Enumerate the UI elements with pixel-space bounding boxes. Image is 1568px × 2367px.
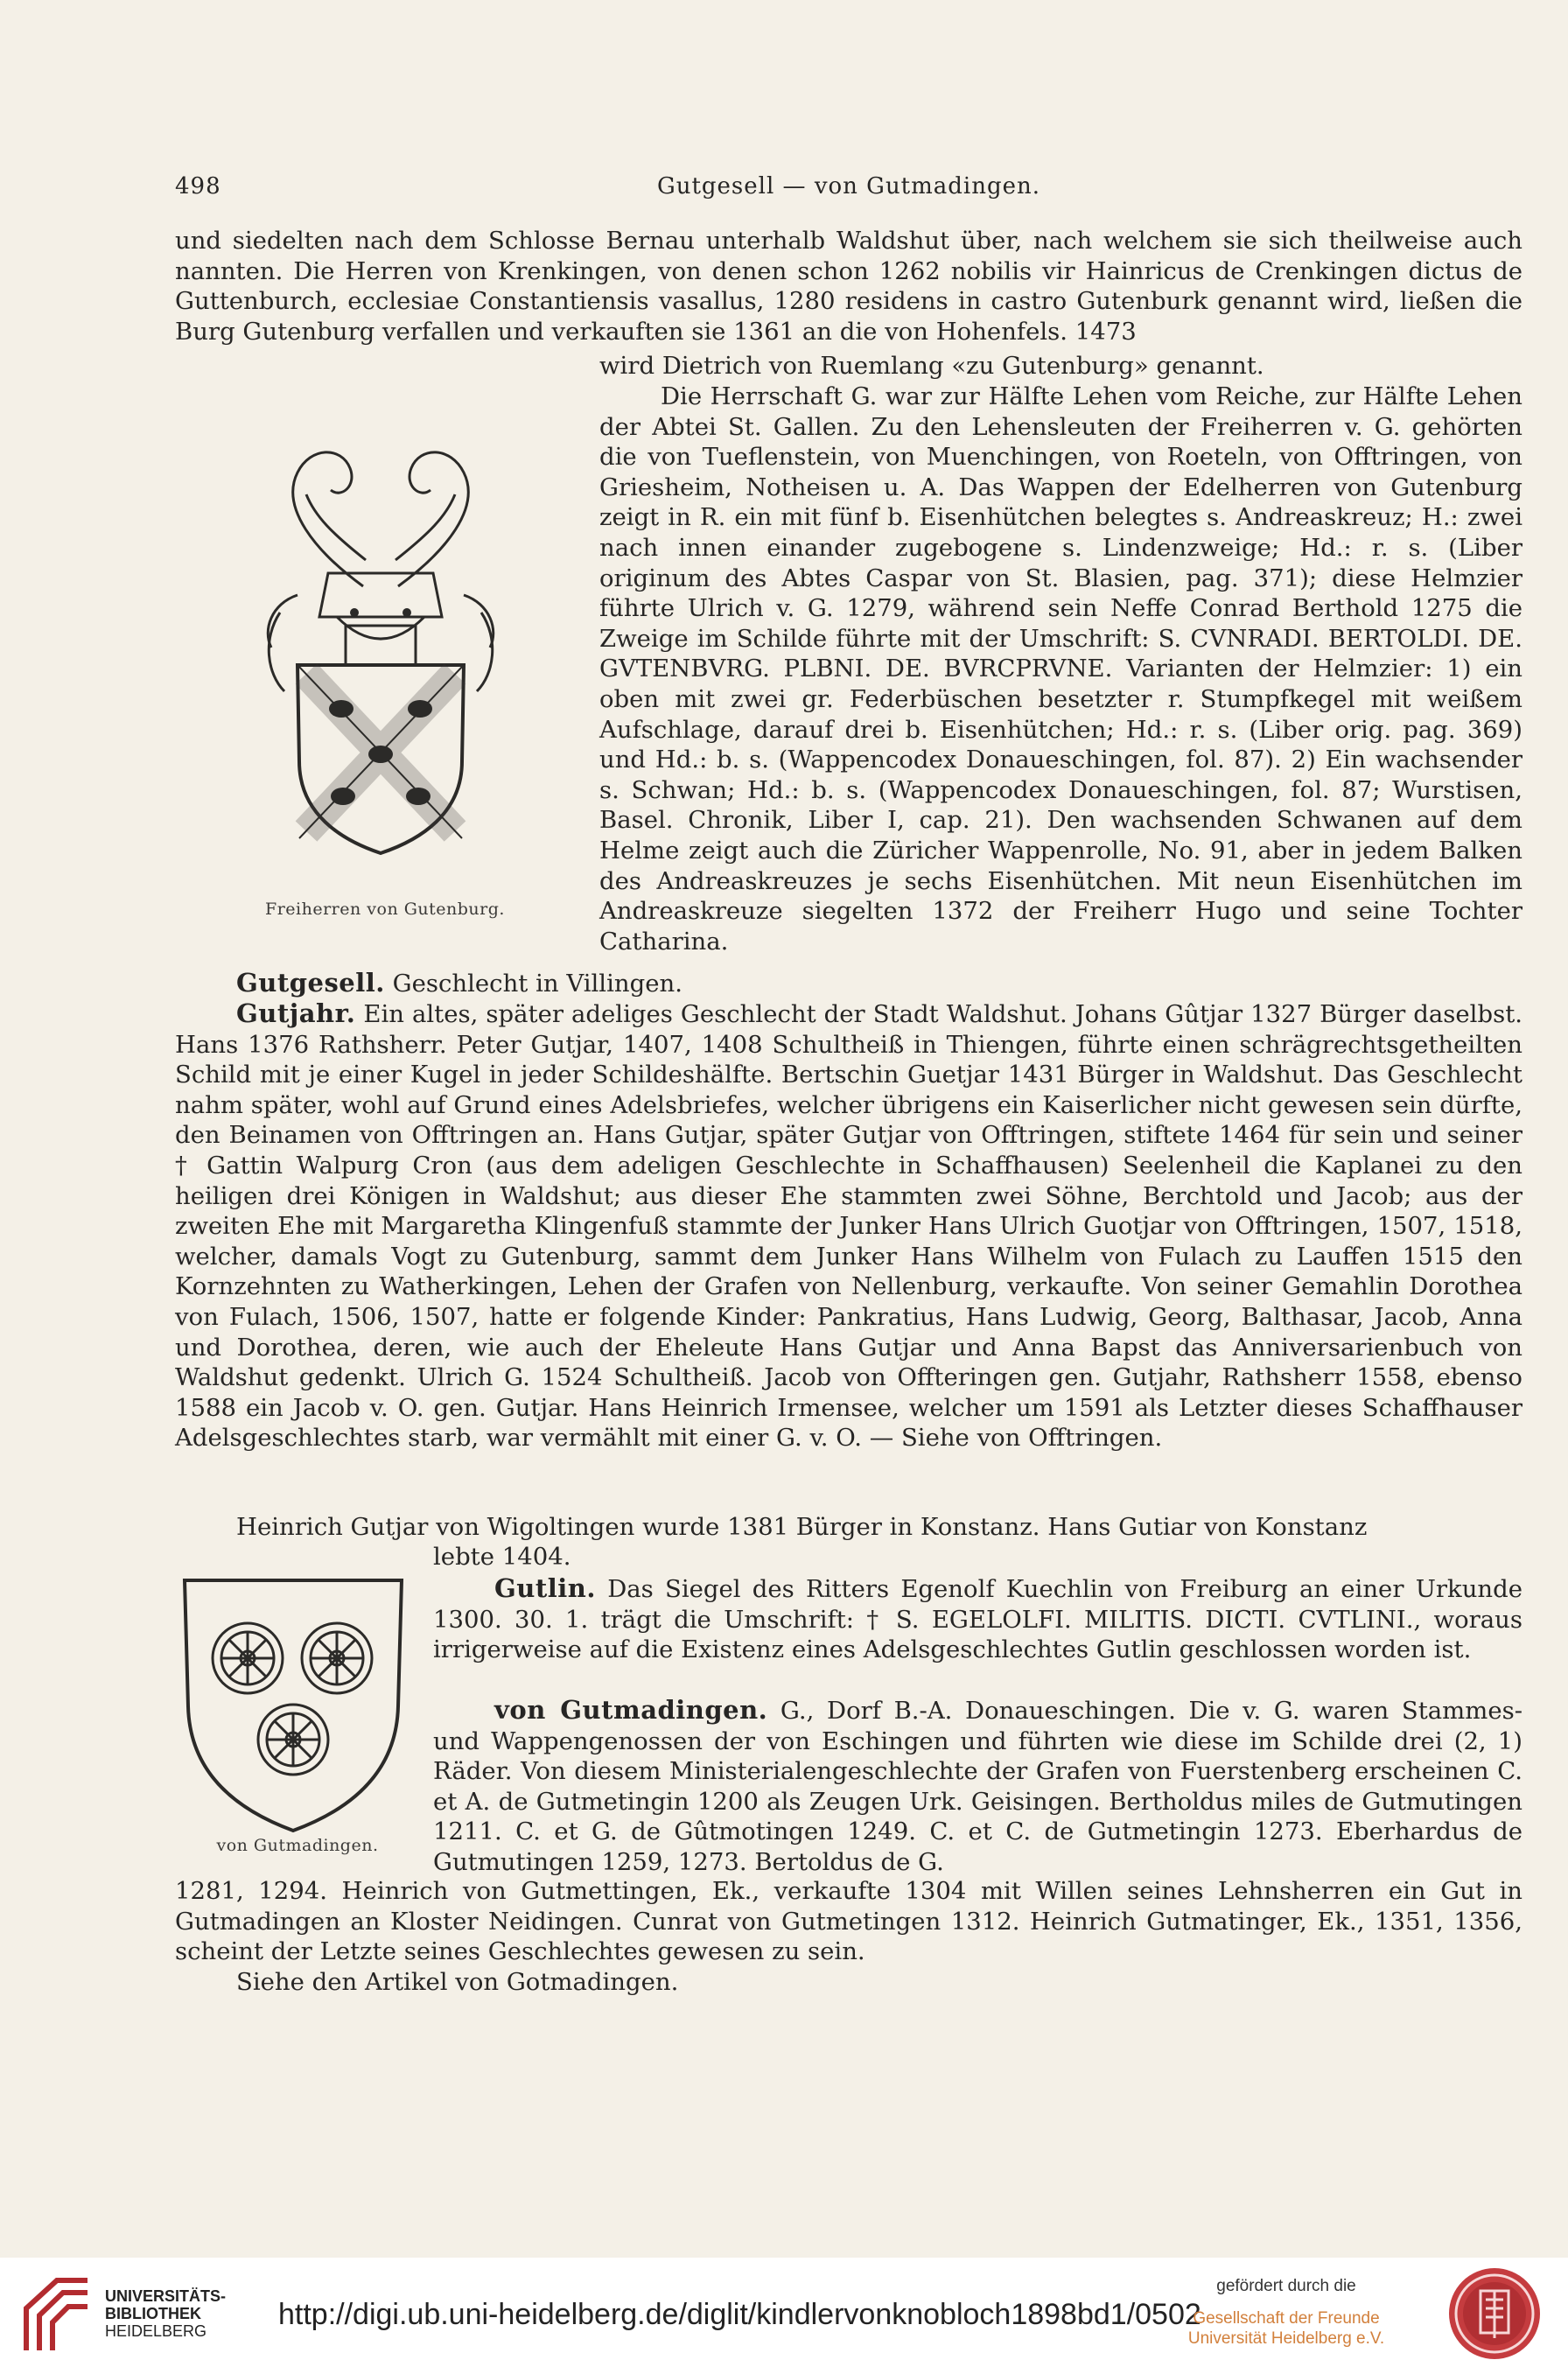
gutmadingen-text: G., Dorf B.-A. Donaueschingen. Die v. G. waren Stammes- und Wappengenossen der von Eschingen und führten wie diese im Schilde drei (2, 1) Räder. Von diesem Ministerialengeschlechte der Grafen von Fuerstenberg erscheinen C. et A. de Gutmetingin 1200 als Zeugen Urk. Geisingen. Bertholdus miles de Gutmutingen 1211. C. et G. de Gûtmotingen 1249. C. et C. de Gutmetingin 1273. Eberhardus de Gutmutingen 1259, 1273. Bertoldus de G. bbox=[433, 1697, 1522, 1876]
gutmadingen-coat-of-arms bbox=[179, 1575, 407, 1838]
permalink-url[interactable]: http://digi.ub.uni-heidelberg.de/diglit/kindlervonknobloch1898bd1/0502 bbox=[278, 2298, 1201, 2331]
see-also: Siehe den Artikel von Gotmadingen. bbox=[236, 1968, 679, 1996]
supporter-name bbox=[1172, 2308, 1400, 2349]
gutlin-text: Das Siegel des Ritters Egenolf Kuechlin von Freiburg an einer Urkunde 1300. 30. 1. trägt die Umschrift: † S. EGELOLFI. MILITIS. DICTI. CVTLINI., woraus irrigerweise auf die Existenz eines Adelsgeschlechtes Gutlin geschlossen worden ist. bbox=[433, 1575, 1522, 1664]
intro-paragraph bbox=[175, 226, 1522, 347]
supporter-name-line-1: Gesellschaft der Freunde bbox=[1193, 2309, 1380, 2328]
library-line-3: HEIDELBERG bbox=[105, 2322, 207, 2340]
gutjahr-konstanz-tail: lebte 1404. bbox=[433, 1543, 571, 1571]
entry-gutmadingen bbox=[433, 1695, 1522, 1878]
page-header bbox=[175, 173, 1522, 208]
university-seal-icon bbox=[1442, 2265, 1547, 2363]
library-name[interactable] bbox=[105, 2287, 226, 2340]
keyword-gutjahr: Gutjahr. bbox=[236, 998, 356, 1028]
caption-gutenburg: Freiherren von Gutenburg. bbox=[265, 900, 505, 919]
intro-tail: wird Dietrich von Ruemlang «zu Gutenburg» genannt. bbox=[599, 352, 1264, 380]
digitization-footer bbox=[0, 2258, 1568, 2367]
intro-text: und siedelten nach dem Schlosse Bernau unterhalb Waldshut über, nach welchem sie sich theilweise auch nannten. Die Herren von Krenkingen, von denen schon 1262 nobilis vir Hainricus de Crenkingen dictus de Guttenburch, ecclesiae Constantiensis vasallus, 1280 residens in castro Gutenburk genannt wird, ließen die Burg Gutenburg verfallen und verkauften sie 1361 an die von Hohenfels. 1473 bbox=[175, 227, 1522, 346]
herrschaft-paragraph: Die Herrschaft G. war zur Hälfte Lehen vom Reiche, zur Hälfte Lehen der Abtei St. Gallen. Zu den Lehensleuten der Freiherren v. G. gehörten die von Tueflenstein, von Muenchingen, von Roeteln, von Offtringen, von Griesheim, Notheisen u. A. Das Wappen der Edelherren von Gutenburg zeigt in R. ein mit fünf b. Eisenhütchen belegtes s. Andreaskreuz; H.: zwei nach innen einander zugebogene s. Lindenzweige; Hd.: r. s. (Liber originum des Abtes Caspar von St. Blasien, pag. 371); diese Helmzier führte Ulrich v. G. 1279, während sein Neffe Conrad Berthold 1275 die Zweige im Schilde führte mit der Umschrift: S. CVNRADI. BERTOLDI. DE. GVTENBVRG. PLBNI. DE. BVRCPRVNE. Varianten der Helmzier: 1) ein oben mit zwei gr. Federbüschen besetzter r. Stumpfkegel mit weißem Aufschlage, darauf drei b. Eisenhütchen; Hd.: r. s. (Liber orig. pag. 369) und Hd.: b. s. (Wappencodex Donaueschingen, fol. 87). 2) Ein wachsender s. Schwan; Hd.: b. s. (Wappencodex Donaueschingen, fol. 87; Wurstisen, Basel. Chronik, Liber I, cap. 21). Den wachsenden Schwanen auf dem Helme zeigt auch die Züricher Wappenrolle, No. 91, aber in jedem Balken des Andreaskreuzes je sechs Eisenhütchen. Mit neun Eisenhütchen im Andreaskreuze siegelten 1372 der Freiherr Hugo und seine Tochter Catharina. bbox=[599, 382, 1522, 956]
keyword-gutgesell: Gutgesell. bbox=[236, 968, 385, 998]
gutenburg-coat-of-arms bbox=[245, 411, 516, 866]
supporter-name-line-2: Universität Heidelberg e.V. bbox=[1187, 2329, 1385, 2348]
caption-gutmadingen: von Gutmadingen. bbox=[216, 1836, 379, 1855]
running-head: Gutgesell — von Gutmadingen. bbox=[656, 173, 1041, 200]
gutmadingen-continuation: 1281, 1294. Heinrich von Gutmettingen, Ek., verkaufte 1304 mit Willen seines Lehnsherren ein Gut in Gutmadingen an Kloster Neidingen. Cunrat von Gutmetingen 1312. Heinrich Gutmatinger, Ek., 1351, 1356, scheint der Letzte seines Geschlechtes gewesen zu sein. bbox=[175, 1877, 1522, 1966]
entry-gutlin bbox=[433, 1573, 1522, 1665]
supporter-block[interactable] bbox=[1172, 2277, 1400, 2349]
keyword-gutlin: Gutlin. bbox=[494, 1573, 596, 1603]
keyword-gutmadingen: von Gutmadingen. bbox=[494, 1695, 768, 1725]
page-number: 498 bbox=[175, 173, 221, 200]
library-line-2: BIBLIOTHEK bbox=[105, 2305, 201, 2322]
library-line-1: UNIVERSITÄTS- bbox=[105, 2287, 227, 2305]
gutjahr-text: Ein altes, später adeliges Geschlecht der Stadt Waldshut. Johans Gûtjar 1327 Bürger daselbst. Hans 1376 Rathsherr. Peter Gutjar, 1407, 1408 Schultheiß in Thiengen, führte einen schrägrechtsgetheilten Schild mit je einer Kugel in jeder Schildeshälfte. Bertschin Guetjar 1431 Bürger in Waldshut. Das Geschlecht nahm später, wohl auf Grund eines Adelsbriefes, welcher übrigens ein Kaiserlicher nicht gewesen sein dürfte, den Beinamen von Offtringen an. Hans Gutjar, später Gutjar von Offtringen, stiftete 1464 für sein und seiner † Gattin Walpurg Cron (aus dem adeligen Geschlechte in Schaffhausen) Seelenheil die Kaplanei zu den heiligen drei Königen in Waldshut; aus dieser Ehe stammten zwei Söhne, Berchtold und Jacob; aus der zweiten Ehe mit Margaretha Klingenfuß stammte der Junker Hans Ulrich Guotjar von Offtringen, 1507, 1518, welcher, damals Vogt zu Gutenburg, sammt dem Junker Hans Wilhelm von Fulach zu Lauffen 1515 den Kornzehnten zu Watherkingen, Lehen der Grafen von Nellenburg, verkaufte. Von seiner Gemahlin Dorothea von Fulach, 1506, 1507, hatte er folgende Kinder: Pankratius, Hans Ludwig, Georg, Balthasar, Jacob, Anna und Dorothea, deren, wie auch der Eheleute Hans Gutjar und Anna Bapst das Anniversarienbuch von Waldshut gedenkt. Ulrich G. 1524 Schultheiß. Jacob von Offteringen gen. Gutjahr, Rathsherr 1558, ebenso 1588 ein Jacob v. O. gen. Gutjar. Hans Heinrich Irmensee, welcher um 1591 als Letzter dieses Schaffhauser Adelsgeschlechtes starb, war vermählt mit einer G. v. O. — Siehe von Offtringen. bbox=[175, 1000, 1522, 1453]
gutgesell-text: Geschlecht in Villingen. bbox=[392, 970, 682, 998]
gutjahr-konstanz: Heinrich Gutjar von Wigoltingen wurde 1381 Bürger in Konstanz. Hans Gutiar von Konstanz bbox=[236, 1513, 1368, 1541]
entry-gutgesell bbox=[175, 968, 1522, 999]
library-logo-icon[interactable] bbox=[18, 2273, 96, 2352]
supporter-label: gefördert durch die bbox=[1216, 2277, 1356, 2295]
entry-gutjahr bbox=[175, 998, 1522, 1453]
